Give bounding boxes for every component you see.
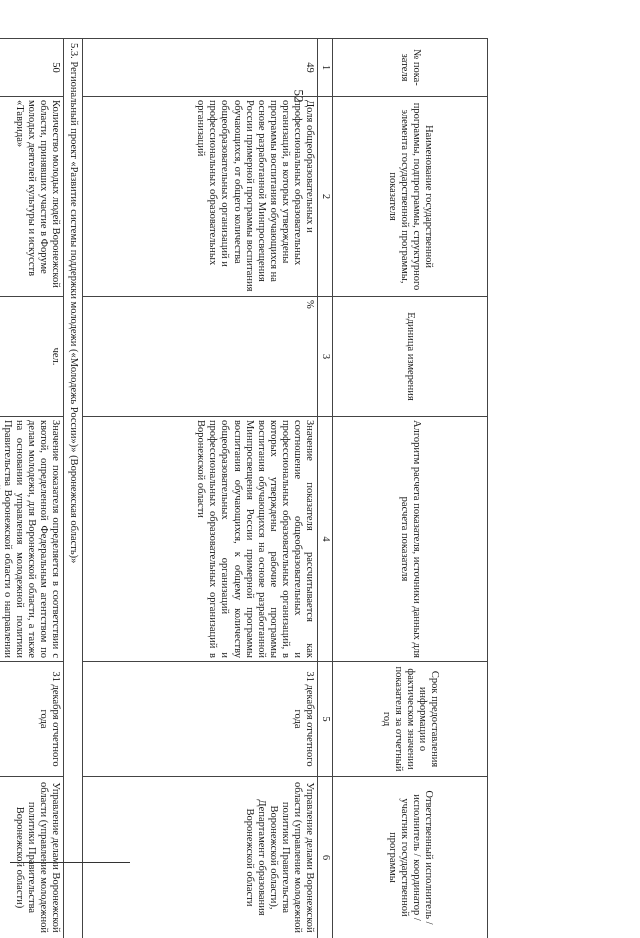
row-algorithm: Значение показателя рассчитывается как соотношение общеобразовательных и профессиональных образовательных организаций, в которых утверждены рабочие программы воспитания обучающихся на основе разработанной Минпросвещения России примерной программы воспитания обучающихся, к общему количеству общеобразовательных организаций и профессиональных образовательных организаций в Воронежской области bbox=[82, 417, 317, 662]
section-title: 5.3. Региональный проект «Развитие системы поддержки молодежи («Молодежь России»)» (Воронежская область)» bbox=[63, 39, 82, 938]
column-number: 4 bbox=[317, 417, 332, 662]
column-number: 6 bbox=[317, 777, 332, 938]
table-row bbox=[0, 39, 63, 938]
indicators-table bbox=[0, 38, 488, 938]
row-algorithm: Значение показателя определяется в соответствии с квотой, определенной Федеральным агентством по делам молодежи, для Воронежской области, а также на основании управления молодежной политики Правительства Воронежской области о направлении bbox=[0, 417, 63, 662]
footnote-separator bbox=[10, 862, 130, 863]
column-number: 5 bbox=[317, 662, 332, 777]
row-name: Доля общеобразовательных и профессиональных образовательных организаций, в которых утверждены программы воспитания обучающихся на основе разработанной Минпросвещения России примерной программы воспитания обучающихся, от общего количества общеобразовательных организаций и профессиональных образовательных организаций bbox=[82, 97, 317, 297]
row-unit: % bbox=[82, 297, 317, 417]
row-responsible: Управление делами Воронежской области (управление молодежной политики Правительства Воронежской области) bbox=[0, 777, 63, 938]
header-responsible: Ответственный исполнитель / исполнитель / координатор / участник государственной программы bbox=[333, 777, 488, 938]
header-name: Наименование государственной программы, подпрограммы, структурного элемента государственной программы, показателя bbox=[333, 97, 488, 297]
header-algorithm: Алгоритм расчета показателя, источники данных для расчета показателя bbox=[333, 417, 488, 662]
row-deadline: 31 декабря отчетного года bbox=[0, 662, 63, 777]
row-name: Количество молодых людей Воронежской области, принявших участие в Форуме молодых деятелей культуры и искусств «Таврида» bbox=[0, 97, 63, 297]
page-number: 52 bbox=[291, 90, 307, 103]
table-row bbox=[82, 39, 317, 938]
header-row bbox=[333, 39, 488, 938]
row-num: 49 bbox=[82, 39, 317, 97]
column-number: 1 bbox=[317, 39, 332, 97]
rotated-table-area bbox=[0, 38, 488, 938]
row-num: 50 bbox=[0, 39, 63, 97]
column-number-row bbox=[317, 39, 332, 938]
header-deadline: Срок предоставления информации о фактическом значении показателя за отчетный год bbox=[333, 662, 488, 777]
header-num: № пока-зателя bbox=[333, 39, 488, 97]
header-unit: Единица измерения bbox=[333, 297, 488, 417]
column-number: 2 bbox=[317, 97, 332, 297]
row-unit: чел. bbox=[0, 297, 63, 417]
row-deadline: 31 декабря отчетного года bbox=[82, 662, 317, 777]
section-row bbox=[63, 39, 82, 938]
column-number: 3 bbox=[317, 297, 332, 417]
row-responsible: Управление делами Воронежской области (управление молодежной политики Правительства Воронежской области), Департамент образования Воронежской области bbox=[82, 777, 317, 938]
